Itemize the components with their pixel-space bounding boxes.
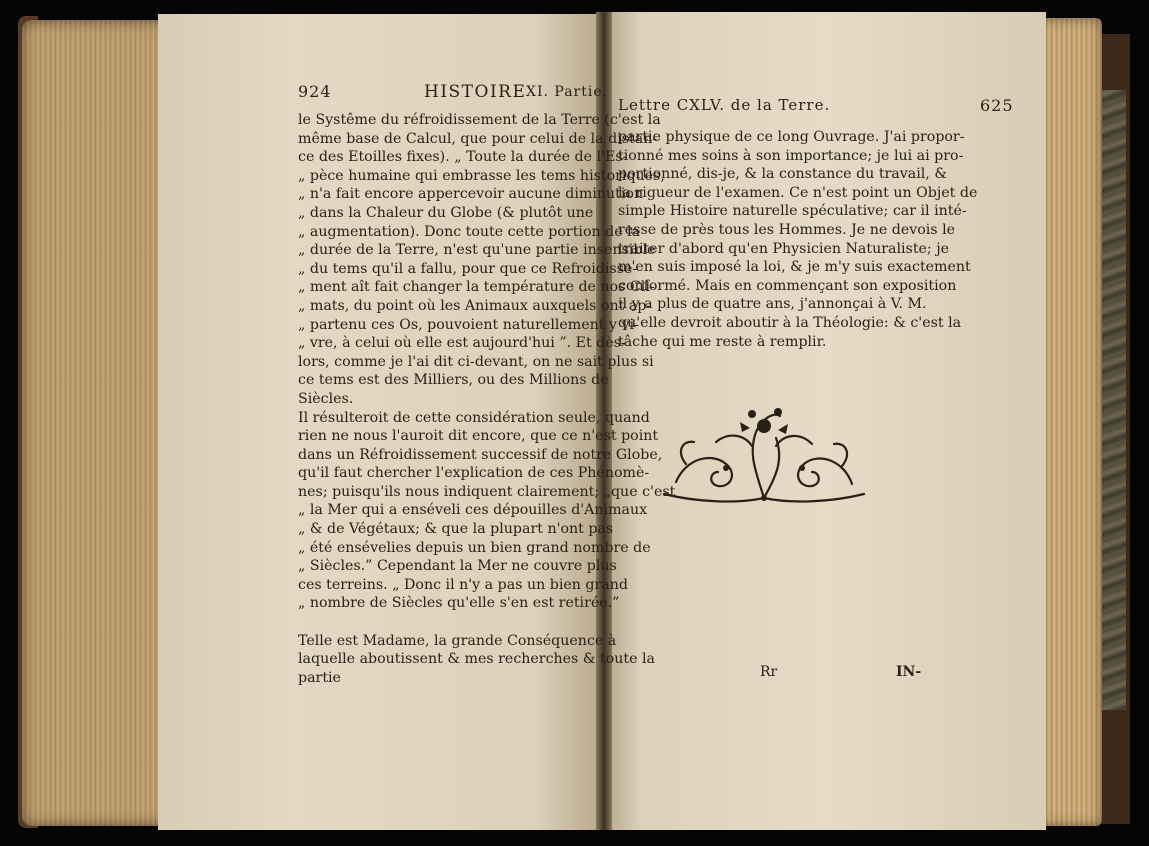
- text-line: „ du tems qu'il a fallu, pour que ce Refroidisse-: [298, 260, 638, 277]
- text-line: ce des Etoilles fixes). „ Toute la durée de l'Es-: [298, 149, 628, 166]
- left-part-label: XI. Partie.: [526, 84, 609, 100]
- text-line: Il résulteroit de cette considération seule, quand: [298, 409, 650, 426]
- text-line: portionné, dis-je, & la constance du travail, &: [618, 166, 947, 183]
- text-line: partie: [298, 669, 341, 686]
- right-page-number: 625: [980, 96, 1014, 115]
- signature-mark: Rr: [760, 664, 778, 680]
- text-line: rien ne nous l'auroit dit encore, que ce n'est point: [298, 428, 659, 445]
- text-line: la rigueur de l'examen. Ce n'est point un Objet de: [618, 184, 978, 201]
- text-line: „ & de Végétaux; & que la plupart n'ont pas: [298, 521, 614, 538]
- text-line: ce tems est des Milliers, ou des Millions de: [298, 372, 609, 389]
- ornament-vignette: [656, 402, 872, 512]
- page-edges-left: [22, 20, 172, 826]
- text-line: simple Histoire naturelle spéculative; car il inté-: [618, 203, 967, 220]
- text-line: même base de Calcul, que pour celui de la distan-: [298, 130, 658, 147]
- text-line: laquelle aboutissent & mes recherches & toute la: [298, 651, 655, 668]
- text-line: „ la Mer qui a enséveli ces dépouilles d'Animaux: [298, 502, 648, 519]
- text-line: resse de près tous les Hommes. Je ne devois le: [618, 221, 956, 238]
- text-line: nes; puisqu'ils nous indiquent clairement; „que c'est: [298, 483, 676, 500]
- text-line: qu'il faut chercher l'explication de ces Phénomè-: [298, 465, 650, 482]
- text-line: tâche qui me reste à remplir.: [618, 333, 827, 350]
- text-line: „ durée de la Terre, n'est qu'une partie insensible: [298, 242, 656, 259]
- text-line: „ partenu ces Os, pouvoient naturellement y vi-: [298, 316, 639, 333]
- text-line: Siècles.: [298, 390, 354, 407]
- right-page-text: [618, 128, 977, 351]
- text-line: „ nombre de Siècles qu'elle s'en est retirée.”: [298, 595, 620, 612]
- text-line: Telle est Madame, la grande Conséquence à: [298, 632, 617, 649]
- text-line: qu'elle devroit aboutir à la Théologie: & c'est la: [618, 314, 962, 331]
- left-page-number: 924: [298, 82, 332, 101]
- text-line: „ Siècles.” Cependant la Mer ne couvre plus: [298, 558, 617, 575]
- text-line: il y a plus de quatre ans, j'annonçai à V. M.: [618, 296, 927, 313]
- text-line: traiter d'abord qu'en Physicien Naturaliste; je: [618, 240, 950, 257]
- right-running-head: Lettre CXLV. de la Terre.: [618, 96, 831, 114]
- text-line: „ vre, à celui où elle est aujourd'hui ”. Et dès-: [298, 335, 626, 352]
- text-line: le Systême du réfroidissement de la Terre (c'est la: [298, 112, 661, 128]
- left-running-head: HISTOIRE: [424, 82, 527, 102]
- text-line: m'en suis imposé la loi, & je m'y suis exactement: [618, 259, 971, 276]
- text-line: „ pèce humaine qui embrasse les tems historiques,: [298, 167, 665, 184]
- text-line: conformé. Mais en commençant son exposition: [618, 277, 957, 294]
- text-line: [298, 613, 675, 632]
- text-line: tionné mes soins à son importance; je lui ai pro-: [618, 147, 964, 164]
- page-edges-right: [1038, 18, 1102, 826]
- catchword: IN-: [896, 664, 922, 680]
- text-line: „ augmentation). Donc toute cette portion de la: [298, 223, 641, 240]
- text-line: „ mats, du point où les Animaux auxquels ont ap-: [298, 297, 652, 314]
- text-line: lors, comme je l'ai dit ci-devant, on ne sait plus si: [298, 353, 654, 370]
- marbled-cover: [1098, 90, 1126, 710]
- text-line: „ ment aît fait changer la température de nos Cli-: [298, 279, 655, 296]
- text-line: „ n'a fait encore appercevoir aucune diminution: [298, 186, 644, 203]
- text-line: partie physique de ce long Ouvrage. J'ai propor-: [618, 129, 965, 145]
- text-line: „ dans la Chaleur du Globe (& plutôt une: [298, 204, 594, 221]
- text-line: ces terreins. „ Donc il n'y a pas un bien grand: [298, 576, 628, 593]
- text-line: dans un Réfroidissement successif de notre Globe,: [298, 446, 663, 463]
- text-line: „ été ensévelies depuis un bien grand nombre de: [298, 539, 651, 556]
